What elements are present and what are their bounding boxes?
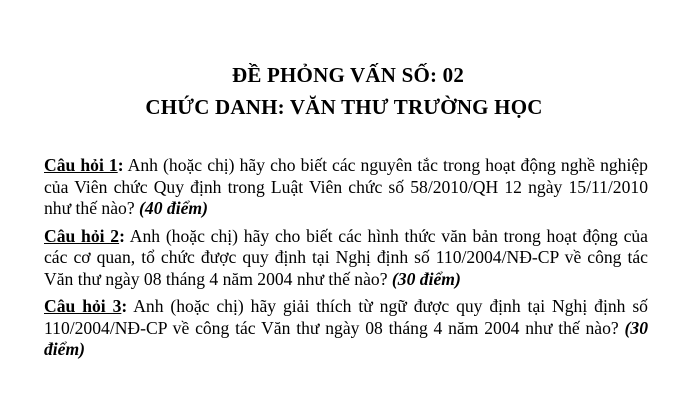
question-3	[44, 296, 648, 361]
question-list	[44, 155, 648, 367]
question-2	[44, 226, 648, 291]
question-2-colon: :	[119, 225, 125, 246]
question-1-colon: :	[117, 155, 124, 175]
document-title: ĐỀ PHỎNG VẤN SỐ: 02	[231, 63, 465, 87]
question-3-colon: :	[121, 296, 128, 316]
question-1-points: (40 điểm)	[139, 198, 208, 218]
question-3-label: Câu hỏi 3	[44, 296, 122, 316]
question-3-points: (30 điểm)	[44, 317, 648, 359]
question-1-text: Anh (hoặc chị) hãy cho biết các nguyên tắc trong hoạt động nghề nghiệp của Viên chức Quy định trong Luật Viên chức số 58/2010/QH 12 ngày 15/11/2010 như thế nào?	[44, 155, 648, 218]
question-3-text: Anh (hoặc chị) hãy giải thích từ ngữ được quy định tại Nghị định số 110/2004/NĐ-CP về công tác Văn thư ngày 08 tháng 4 năm 2004 như thế nào?	[44, 296, 648, 338]
question-2-text: Anh (hoặc chị) hãy cho biết các hình thức văn bản trong hoạt động của các cơ quan, tổ chức được quy định tại Nghị định số 110/2004/NĐ-CP về công tác Văn thư ngày 08 tháng 4 năm 2004 như thế nào?	[44, 225, 648, 289]
question-1	[44, 155, 648, 220]
question-2-label: Câu hỏi 2	[44, 225, 120, 246]
question-2-points: (30 điểm)	[391, 268, 461, 289]
document-subtitle: CHỨC DANH: VĂN THƯ TRƯỜNG HỌC	[145, 95, 543, 119]
question-1-label: Câu hỏi 1	[44, 155, 118, 175]
